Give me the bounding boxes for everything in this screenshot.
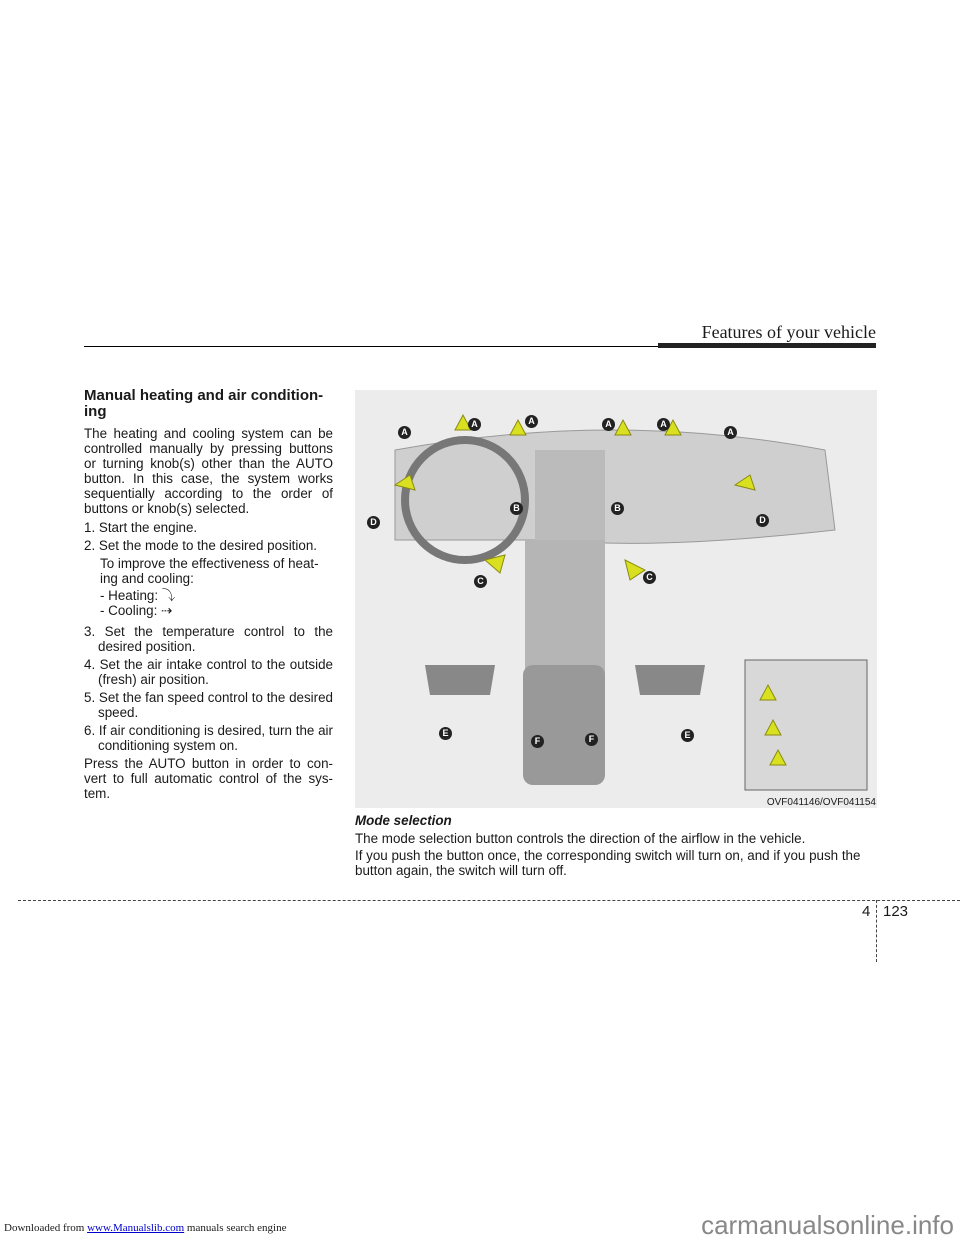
step: 5. Set the fan speed control to the desired speed. [84, 690, 333, 720]
step: 3. Set the temperature control to the desired position. [84, 624, 333, 654]
vent-label-a: A [468, 418, 481, 431]
caption [355, 813, 877, 880]
vent-label-e: E [439, 727, 452, 740]
vent-label-f: F [531, 735, 544, 748]
section-title: Manual heating and air condition-ing [84, 387, 324, 420]
step: 1. Start the engine. [84, 520, 198, 535]
heating-label: - Heating: [100, 588, 159, 603]
page-divider [18, 900, 960, 901]
step: 6. If air conditioning is desired, turn the air conditioning system on. [84, 723, 333, 753]
left-column [84, 388, 333, 805]
footer-text: Downloaded from [4, 1222, 88, 1234]
manualslib-link[interactable]: www.Manualslib.com [87, 1222, 185, 1234]
intro-paragraph: The heating and cooling system can be controlled manually by pressing buttons or turning knob(s) other than the AUTO button. In this case, the system works sequentially according to the order of buttons or knob(s) selected. [84, 426, 333, 516]
vent-label-b: B [510, 502, 523, 515]
dashboard-airflow-figure [355, 390, 877, 808]
vent-label-a: A [657, 418, 670, 431]
cooling-label: - Cooling: [100, 603, 158, 618]
figure-code: OVF041146/OVF041154 [766, 797, 876, 808]
step: 2. Set the mode to the desired position. [84, 538, 317, 553]
vent-label-a: A [525, 415, 538, 428]
cooling-mode-icon: ⇢ [161, 603, 173, 618]
vent-label-c: C [474, 575, 487, 588]
cooling-item [84, 603, 333, 618]
header-rule-bar [658, 343, 876, 348]
footer-text: manuals search engine [184, 1222, 287, 1234]
vent-label-a: A [602, 418, 615, 431]
watermark: carmanualsonline.info [701, 1210, 954, 1240]
outro-paragraph: Press the AUTO button in order to con-vert to full automatic control of the sys-tem. [84, 756, 333, 801]
caption-paragraph: The mode selection button controls the direction of the airflow in the vehicle. [355, 831, 806, 846]
caption-paragraph: If you push the button once, the corresponding switch will turn on, and if you push the button again, the switch will turn off. [355, 848, 861, 878]
vent-label-a: A [398, 426, 411, 439]
section-header: Features of your vehicle [701, 322, 876, 342]
vent-label-c: C [643, 571, 656, 584]
vent-label-f: F [585, 733, 598, 746]
chapter-number: 4 [862, 903, 871, 920]
vent-label-d: D [367, 516, 380, 529]
heating-item [84, 588, 333, 603]
page-number-divider [876, 900, 877, 962]
dashboard-illustration [355, 390, 877, 808]
download-footer [4, 1222, 286, 1234]
caption-title: Mode selection [355, 813, 452, 828]
vent-label-a: A [724, 426, 737, 439]
page-number: 123 [883, 903, 909, 920]
improve-text: To improve the effectiveness of heat-ing and cooling: [100, 556, 319, 586]
vent-label-b: B [611, 502, 624, 515]
step: 4. Set the air intake control to the outside (fresh) air position. [84, 657, 333, 687]
vent-label-e: E [681, 729, 694, 742]
vent-label-d: D [756, 514, 769, 527]
heating-mode-icon: ⤵ [161, 588, 176, 603]
